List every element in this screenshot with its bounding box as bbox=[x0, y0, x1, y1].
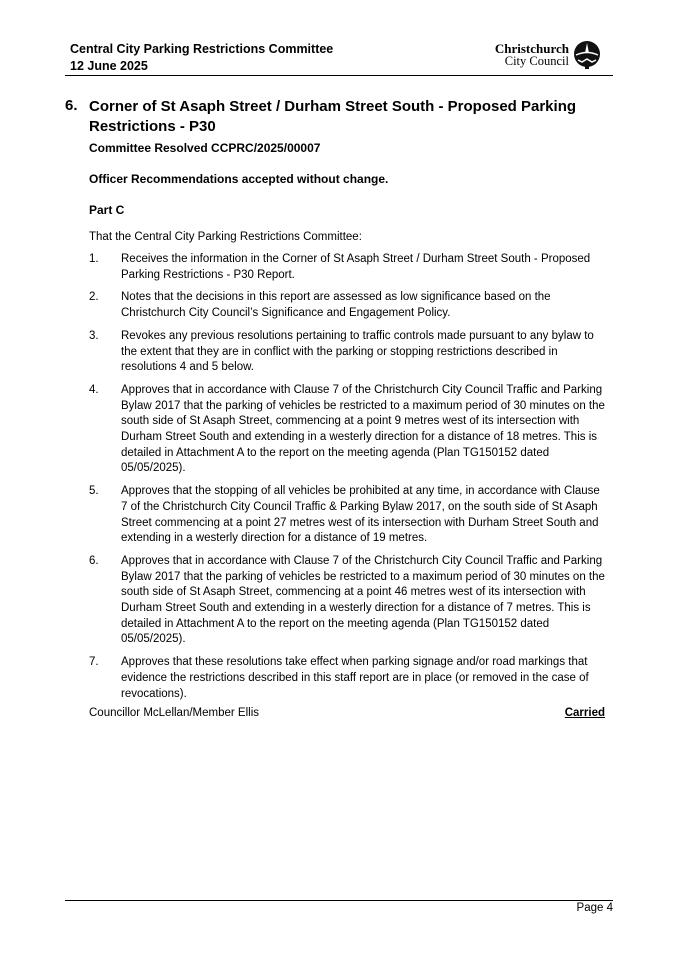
list-item bbox=[89, 655, 609, 702]
section-number: 6. bbox=[65, 97, 78, 114]
item-text: Approves that in accordance with Clause 7 of the Christchurch City Council Traffic and Parking Bylaw 2017 that the parking of vehicles be restricted to a maximum period of 30 minutes on the south side of St Asaph Street, commencing at a point 46 metres west of its intersection with Durham Street South and extending in a westerly direction for a distance of 7 metres. This is detailed in Attachment A to the report on the meeting agenda (Plan TG150152 dated 05/05/2025). bbox=[121, 554, 605, 646]
item-number: 2. bbox=[89, 291, 99, 304]
item-text: Approves that these resolutions take effect when parking signage and/or road markings that evidence the restrictions described in this staff report are in place (or removed in the case of revocations). bbox=[121, 656, 589, 700]
movers: Councillor McLellan/Member Ellis bbox=[89, 707, 260, 719]
item-number: 4. bbox=[89, 383, 99, 396]
list-item bbox=[89, 290, 609, 321]
acceptance-note: Officer Recommendations accepted without change. bbox=[89, 172, 389, 186]
page-header bbox=[70, 42, 610, 76]
logo-line-2: City Council bbox=[504, 54, 569, 68]
resolution-intro: That the Central City Parking Restrictions Committee: bbox=[89, 231, 362, 243]
list-item bbox=[89, 554, 609, 648]
list-item bbox=[89, 252, 609, 283]
logo-line-1: Christchurch bbox=[494, 41, 569, 56]
meeting-date: 12 June 2025 bbox=[70, 59, 148, 73]
list-item bbox=[89, 329, 609, 376]
item-text: Approves that the stopping of all vehicles be prohibited at any time, in accordance with Clause 7 of the Christchurch City Council Traffic & Parking Bylaw 2017, on the south side of St Asaph Street commencing at a point 27 metres west of its intersection with Durham Street South and extending in a westerly direction for a distance of 19 metres. bbox=[121, 485, 600, 545]
item-number: 3. bbox=[89, 329, 99, 342]
item-text: Notes that the decisions in this report are assessed as low significance based on the Christchurch City Council’s Significance and Engagement Policy. bbox=[121, 291, 551, 320]
item-number: 7. bbox=[89, 656, 99, 669]
item-text: Receives the information in the Corner of St Asaph Street / Durham Street South - Proposed Parking Restrictions - P30 Report. bbox=[121, 253, 591, 281]
resolution-reference: Committee Resolved CCPRC/2025/00007 bbox=[89, 141, 321, 155]
part-heading: Part C bbox=[89, 203, 125, 217]
item-text: Revokes any previous resolutions pertaining to traffic controls made pursuant to any bylaw to the extent that they are in conflict with the parking or stopping restrictions described in resolutions 4 and 5 below. bbox=[121, 329, 594, 374]
item-text: Approves that in accordance with Clause 7 of the Christchurch City Council Traffic and Parking Bylaw 2017 that the parking of vehicles be restricted to a maximum period of 30 minutes on the south side of St Asaph Street, commencing at a point 9 metres west of its intersection with Durham Street South and extending in a westerly direction for a distance of 18 metres. This is detailed in Attachment A to the report on the meeting agenda (Plan TG150152 dated 05/05/2025). bbox=[121, 383, 605, 475]
page-number: Page 4 bbox=[576, 902, 613, 914]
item-number: 5. bbox=[89, 485, 99, 498]
resolution-list bbox=[89, 252, 609, 709]
council-emblem-icon bbox=[572, 40, 602, 70]
list-item bbox=[89, 484, 609, 547]
footer-divider bbox=[65, 900, 613, 901]
header-divider bbox=[65, 75, 613, 76]
list-item bbox=[89, 383, 609, 477]
section-title: Corner of St Asaph Street / Durham Street South - Proposed Parking Restrictions - P30 bbox=[89, 98, 577, 135]
item-number: 1. bbox=[89, 253, 99, 265]
motion-outcome: Carried bbox=[564, 707, 605, 719]
item-number: 6. bbox=[89, 554, 99, 567]
council-logo bbox=[495, 40, 602, 70]
committee-name: Central City Parking Restrictions Committee bbox=[70, 42, 334, 56]
